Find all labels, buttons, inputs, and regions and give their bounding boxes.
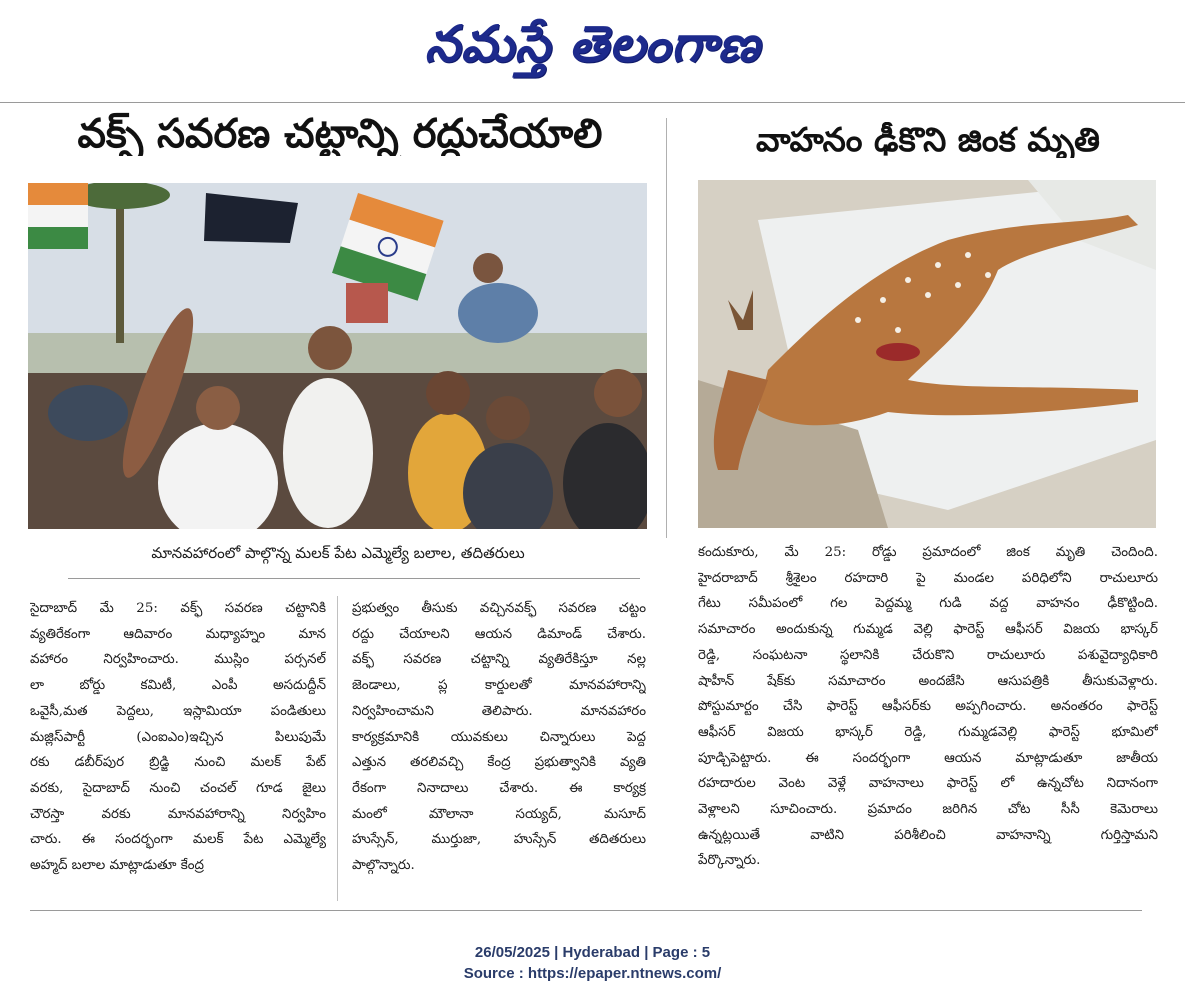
body-line: ఒవైసీ,మత పెద్దలు, ఇస్లామియా పండితులు bbox=[30, 703, 326, 719]
body-line: రెడ్డి, సంఘటనా స్థలానికి చేరుకొని రాచులూరు పశువైద్యాధికారి bbox=[698, 647, 1158, 663]
body-line: వరకు, సైదాబాద్ నుంచి చంచల్ గూడ జైలు bbox=[30, 780, 326, 796]
body-line: హైదరాబాద్ శ్రీశైలం రహదారి పై మండల పరిధిలోని రాచులూరు bbox=[698, 570, 1158, 586]
footer-divider bbox=[30, 910, 1142, 911]
body-line: అహ్మద్ బలాల మాట్లాడుతూ కేంద్ర bbox=[30, 858, 204, 874]
body-line: కార్యక్రమానికి యువకులు చిన్నారులు పెద్ద bbox=[352, 729, 646, 745]
body-line: పేర్కొన్నారు. bbox=[698, 853, 761, 869]
body-line: మంలో మౌలానా సయ్యద్, మసూద్ bbox=[352, 806, 646, 822]
body-line: హుస్సేన్, ముర్తుజా, హుస్సేన్ తదితరులు bbox=[352, 832, 646, 848]
body-line: వహారం నిర్వహించారు. ముస్లిం పర్సనల్ bbox=[30, 652, 326, 668]
left-story-body-column-2 bbox=[352, 596, 646, 879]
caption-divider bbox=[68, 578, 640, 579]
body-line: పోస్టుమార్టం చేసి ఫారెస్ట్ ఆఫీసర్‌కు అప్పగించారు. అనంతరం ఫారెస్ట్ bbox=[698, 699, 1158, 715]
body-line: షాహీన్ షేక్‌కు సమాచారం అందజేసి ఆసుపత్రికి తీసుకువెళ్లారు. bbox=[698, 673, 1158, 689]
right-story-headline: వాహనం ఢీకొని జింక మృతి bbox=[756, 122, 1100, 159]
body-line: నిర్వహించామని తెలిపారు. మానవహారం bbox=[352, 703, 646, 719]
body-line: కందుకూరు, మే 25: రోడ్డు ప్రమాదంలో జింక మృతి చెందింది. bbox=[698, 545, 1158, 560]
body-line: రహదారుల వెంట వెళ్లే వాహనాలు ఫారెస్ట్ లో ఉన్నచోట నిదానంగా bbox=[698, 776, 1158, 792]
body-line: వ్యతిరేకంగా ఆదివారం మధ్యాహ్నం మాన bbox=[30, 626, 326, 642]
body-line: మజ్లిస్‌పార్టీ (ఎంఐఎం)ఇచ్చిన పిలుపుమే bbox=[30, 729, 326, 745]
body-line: వక్ఫ్ సవరణ చట్టాన్ని వ్యతిరేకిస్తూ నల్ల bbox=[352, 652, 646, 668]
body-line: రద్దు చేయాలని ఆయన డిమాండ్ చేశారు. bbox=[352, 626, 646, 642]
body-line: సైదాబాద్ మే 25: వక్ఫ్ సవరణ చట్టానికి bbox=[30, 601, 326, 616]
footer-date-city-page: 26/05/2025 | Hyderabad | Page : 5 bbox=[474, 944, 711, 961]
body-line: రకు డబీర్‌పుర బ్రిడ్జి నుంచి మలక్ పేట్ bbox=[30, 755, 326, 771]
body-line: పూడ్చిపెట్టారు. ఈ సందర్భంగా ఆయన మాట్లాడుతూ జాతీయ bbox=[698, 750, 1158, 766]
body-line: ఎత్తున తరలివచ్చి కేంద్ర ప్రభుత్వానికి వ్యతి bbox=[352, 755, 646, 771]
masthead bbox=[0, 0, 1185, 100]
deer-photo bbox=[698, 180, 1156, 528]
left-story-headline: వక్ఫ్ సవరణ చట్టాన్ని రద్దుచేయాలి bbox=[77, 112, 603, 156]
footer-source: Source : https://epaper.ntnews.com/ bbox=[463, 965, 722, 982]
body-line: వెళ్లాలని సూచించారు. ప్రమాదం జరిగిన చోట సీసీ కెమెరాలు bbox=[698, 802, 1158, 818]
body-line: సమాచారం అందుకున్న గుమ్మడ వెల్లి ఫారెస్ట్ ఆఫీసర్ విజయ భాస్కర్ bbox=[698, 622, 1158, 638]
body-line: రేకంగా నినాదాలు చేశారు. ఈ కార్యక్ర bbox=[352, 780, 646, 796]
body-line: ప్రభుత్వం తీసుకు వచ్చినవక్ఫ్ సవరణ చట్టం bbox=[352, 601, 646, 616]
column-divider bbox=[337, 596, 338, 901]
left-story-body-column-1 bbox=[30, 596, 326, 879]
protest-photo bbox=[28, 183, 647, 529]
story-divider bbox=[666, 118, 667, 538]
body-line: జెండాలు, ప్ల కార్డులతో మానవహారాన్ని bbox=[352, 678, 646, 694]
body-line: పాల్గొన్నారు. bbox=[352, 858, 415, 874]
body-line: చౌరస్తా వరకు మానవహారాన్ని నిర్వహిం bbox=[30, 806, 326, 822]
body-line: ఆఫీసర్ విజయ భాస్కర్ రెడ్డి, గుమ్మడవెల్లి ఫారెస్ట్ భూమిలో bbox=[698, 724, 1158, 740]
body-line: చారు. ఈ సందర్భంగా మలక్ పేట ఎమ్మెల్యే bbox=[30, 832, 326, 848]
body-line: గేటు సమీపంలో గల పెద్దమ్మ గుడి వద్ద వాహనం ఢీకొట్టింది. bbox=[698, 596, 1158, 612]
protest-photo-caption: మానవహారంలో పాల్గొన్న మలక్ పేట ఎమ్మెల్యే బలాల, తదితరులు bbox=[151, 544, 525, 562]
body-line: లా బోర్డు కమిటీ, ఎంపీ అసదుద్దీన్ bbox=[30, 678, 326, 694]
right-story-body bbox=[698, 540, 1158, 874]
masthead-divider bbox=[0, 102, 1185, 103]
newspaper-logo: నమస్తే తెలంగాణ bbox=[424, 14, 761, 73]
body-line: ఉన్నట్లయితే వాటిని పరిశీలించి వాహనాన్ని గుర్తిస్తామని bbox=[698, 827, 1158, 843]
